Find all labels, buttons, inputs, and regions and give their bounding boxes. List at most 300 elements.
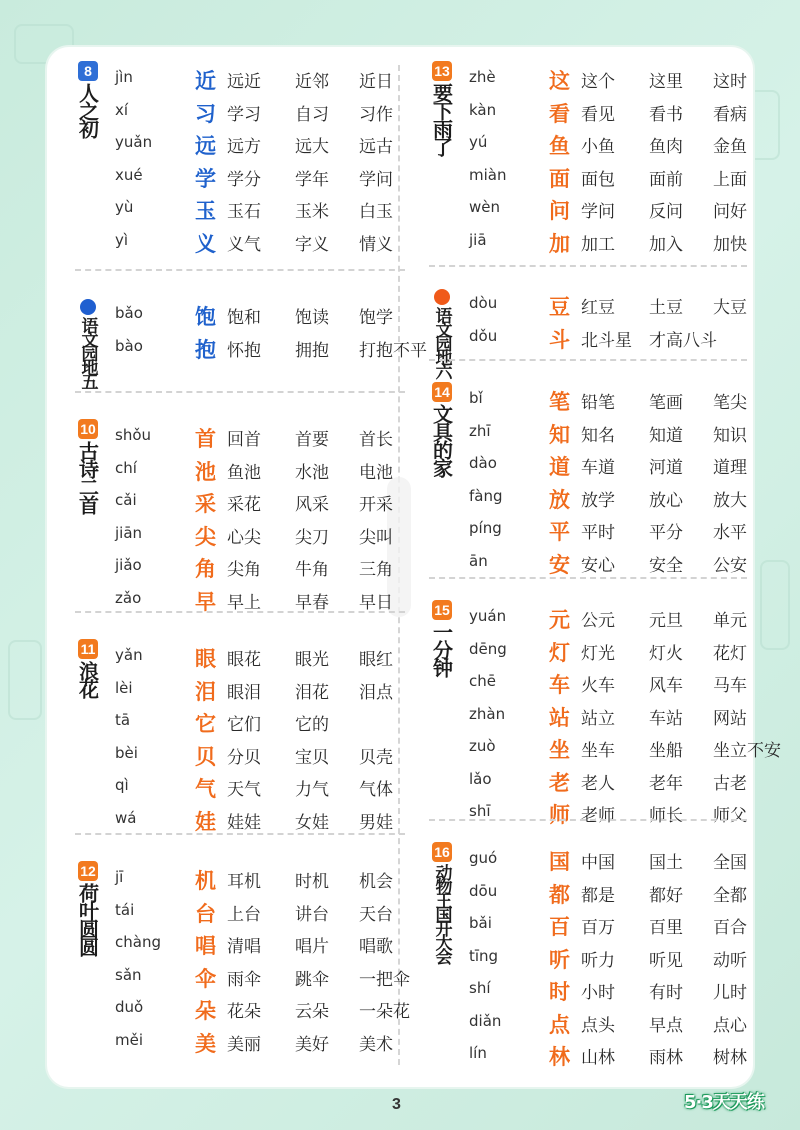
pinyin: fàng	[469, 486, 503, 505]
word: 早春	[295, 592, 329, 613]
pinyin: lín	[469, 1044, 487, 1062]
lesson-number: 16	[432, 842, 452, 862]
character: 首	[195, 427, 216, 451]
character: 泪	[195, 679, 216, 704]
character: 笔	[549, 390, 570, 414]
pinyin: tīng	[469, 946, 499, 965]
character: 习	[195, 101, 216, 126]
word: 都是	[581, 885, 615, 906]
word: 有时	[649, 983, 683, 1003]
lesson-block	[429, 382, 747, 577]
word: 老年	[649, 773, 683, 794]
word: 近日	[359, 72, 393, 92]
pinyin: zǎo	[115, 588, 142, 607]
word: 它们	[227, 715, 261, 735]
word: 打抱不平	[359, 340, 427, 361]
pinyin: diǎn	[469, 1011, 502, 1030]
word: 百里	[649, 918, 683, 938]
character: 听	[549, 947, 570, 972]
character: 贝	[195, 744, 216, 769]
pinyin: chàng	[115, 933, 161, 951]
lesson-block	[429, 600, 781, 828]
character: 眼	[195, 647, 216, 671]
section-divider	[75, 391, 405, 393]
lesson-number: 10	[78, 419, 98, 439]
lesson-header	[75, 861, 101, 955]
brand-logo: 5·3天天练	[684, 1092, 764, 1113]
character: 早	[195, 589, 216, 614]
word: 加快	[713, 234, 747, 255]
character: 伞	[195, 966, 216, 991]
section-divider	[75, 833, 405, 835]
word: 字义	[295, 234, 329, 255]
word: 眼泪	[227, 682, 261, 703]
lesson-header	[429, 842, 455, 962]
character: 平	[549, 520, 570, 544]
word: 红豆	[581, 298, 615, 318]
pinyin: chí	[115, 458, 137, 477]
word: 看病	[713, 104, 747, 125]
pinyin: měi	[115, 1030, 144, 1049]
word: 时机	[295, 872, 329, 892]
word: 雨伞	[227, 969, 261, 990]
pinyin: dào	[469, 454, 497, 472]
pinyin: jiǎo	[115, 556, 142, 574]
word: 泪花	[295, 682, 329, 703]
lesson-header	[75, 61, 101, 137]
word: 坐立不安	[713, 741, 781, 761]
word: 开采	[359, 495, 393, 515]
lesson-block	[429, 61, 747, 256]
word: 坐车	[581, 741, 615, 761]
word: 元旦	[649, 611, 683, 631]
word: 北斗星	[581, 330, 632, 351]
pinyin: yuǎn	[115, 133, 153, 151]
section-divider	[429, 265, 747, 267]
character: 角	[195, 557, 216, 581]
word: 娃娃	[227, 812, 261, 833]
word: 一朵花	[359, 1002, 410, 1022]
word: 泪点	[359, 682, 393, 703]
word: 古老	[713, 773, 747, 794]
word: 小鱼	[581, 137, 615, 157]
character: 看	[549, 101, 570, 126]
word: 风采	[295, 495, 329, 515]
word: 尖角	[227, 560, 261, 580]
character: 加	[549, 231, 570, 256]
character: 远	[195, 134, 216, 158]
pinyin: zhī	[469, 421, 491, 440]
pinyin: lǎo	[469, 769, 492, 788]
lesson-block	[75, 297, 427, 387]
pinyin: bào	[115, 336, 143, 355]
character: 灯	[549, 640, 570, 665]
word: 情义	[359, 234, 393, 255]
character: 问	[549, 199, 570, 223]
pinyin: wá	[115, 808, 137, 827]
word: 美丽	[227, 1034, 261, 1055]
word: 气体	[359, 780, 393, 800]
lesson-block	[75, 61, 405, 256]
pinyin: shí	[469, 979, 491, 997]
word: 花灯	[713, 643, 747, 664]
character: 百	[549, 915, 570, 939]
word: 早日	[359, 592, 393, 613]
word: 贝壳	[359, 747, 393, 768]
word: 首要	[295, 430, 329, 450]
character: 采	[195, 492, 216, 516]
word: 玉米	[295, 202, 329, 222]
pinyin: yù	[115, 198, 134, 216]
word: 鱼池	[227, 462, 261, 483]
lesson-number: 15	[432, 600, 452, 620]
word: 机会	[359, 872, 393, 892]
word: 上面	[713, 169, 747, 190]
character: 近	[195, 69, 216, 93]
lesson-header	[429, 382, 455, 476]
word: 这个	[581, 72, 615, 92]
word: 饱学	[359, 308, 393, 328]
pinyin: qì	[115, 776, 129, 794]
character: 学	[195, 166, 216, 191]
word: 灯火	[649, 643, 683, 664]
word: 这里	[649, 72, 683, 92]
word: 面包	[581, 169, 615, 190]
lesson-title: 文具的家	[429, 404, 454, 476]
character: 站	[549, 705, 570, 730]
character: 老	[549, 770, 570, 795]
character: 娃	[195, 809, 216, 834]
pinyin: bǎi	[469, 914, 492, 932]
word: 师长	[649, 806, 683, 826]
character: 玉	[195, 199, 216, 223]
pinyin: dǒu	[469, 326, 498, 345]
word: 美术	[359, 1034, 393, 1055]
pinyin: xué	[115, 165, 143, 184]
word: 牛角	[295, 560, 329, 580]
word: 美好	[295, 1034, 329, 1055]
word: 义气	[227, 234, 261, 255]
word: 单元	[713, 611, 747, 631]
word: 天台	[359, 904, 393, 925]
character: 知	[549, 422, 570, 447]
word: 知道	[649, 425, 683, 446]
character: 抱	[195, 337, 216, 362]
word: 讲台	[295, 904, 329, 925]
word: 都好	[649, 885, 683, 906]
background-doodle	[760, 560, 790, 650]
word: 眼花	[227, 650, 261, 670]
lesson-title: 动物王国开大会	[431, 864, 452, 962]
character: 林	[549, 1045, 570, 1069]
word: 树林	[713, 1048, 747, 1068]
word: 道理	[713, 458, 747, 478]
word: 看见	[581, 104, 615, 125]
character: 这	[549, 69, 570, 93]
character: 朵	[195, 999, 216, 1023]
section-divider	[429, 819, 747, 821]
lesson-title: 语文园地五	[77, 317, 98, 387]
pinyin: miàn	[469, 165, 507, 184]
word: 点头	[581, 1015, 615, 1036]
word: 动听	[713, 950, 747, 971]
character: 安	[549, 552, 570, 577]
word: 土豆	[649, 298, 683, 318]
character: 豆	[549, 295, 570, 319]
word: 早点	[649, 1015, 683, 1036]
lesson-number: 13	[432, 61, 452, 81]
word: 鱼肉	[649, 137, 683, 157]
character: 都	[549, 882, 570, 907]
word: 远方	[227, 137, 261, 157]
word: 河道	[649, 458, 683, 478]
word: 山林	[581, 1048, 615, 1068]
word: 车站	[649, 708, 683, 729]
word: 师父	[713, 806, 747, 826]
lesson-header	[75, 639, 101, 697]
word: 听力	[581, 950, 615, 971]
word: 公安	[713, 555, 747, 576]
word: 这时	[713, 72, 747, 92]
word: 分贝	[227, 747, 261, 768]
lesson-title: 古诗二首	[75, 441, 100, 513]
pinyin: bǎo	[115, 304, 143, 322]
character: 饱	[195, 305, 216, 329]
lesson-number: 12	[78, 861, 98, 881]
word: 它的	[295, 715, 329, 735]
word: 唱片	[295, 937, 329, 957]
word: 笔尖	[713, 393, 747, 413]
lesson-title: 浪花	[75, 661, 100, 697]
word: 学分	[227, 169, 261, 190]
word: 力气	[295, 780, 329, 800]
word: 云朵	[295, 1002, 329, 1022]
word: 安心	[581, 555, 615, 576]
pinyin: dòu	[469, 294, 498, 312]
word: 三角	[359, 560, 393, 580]
word: 加工	[581, 234, 615, 255]
pinyin: guó	[469, 849, 498, 867]
word: 火车	[581, 676, 615, 696]
word: 老人	[581, 773, 615, 794]
word: 笔画	[649, 393, 683, 413]
word: 水平	[713, 523, 747, 543]
word: 上台	[227, 904, 261, 925]
character: 美	[195, 1031, 216, 1056]
word: 跳伞	[295, 969, 329, 990]
word: 平时	[581, 523, 615, 543]
word: 怀抱	[227, 340, 261, 361]
pinyin: yì	[115, 230, 129, 249]
lesson-title: 一分钟	[429, 622, 454, 676]
lesson-title: 人之初	[75, 83, 100, 137]
word: 宝贝	[295, 747, 329, 768]
lesson-number: 14	[432, 382, 452, 402]
word: 远近	[227, 72, 261, 92]
word: 近邻	[295, 72, 329, 92]
pinyin: lèi	[115, 678, 133, 697]
lesson-block	[75, 419, 405, 614]
word: 学问	[581, 202, 615, 222]
character: 尖	[195, 524, 216, 549]
pinyin: jī	[115, 868, 124, 886]
word: 饱读	[295, 308, 329, 328]
character: 它	[195, 712, 216, 736]
pinyin: bǐ	[469, 389, 483, 407]
word: 白玉	[359, 202, 393, 222]
pinyin: tā	[115, 711, 131, 729]
pinyin: zhàn	[469, 704, 506, 723]
word: 水池	[295, 462, 329, 483]
word: 放大	[713, 490, 747, 511]
character: 点	[549, 1012, 570, 1037]
pinyin: sǎn	[115, 965, 142, 984]
lesson-block	[75, 861, 410, 1056]
word: 看书	[649, 104, 683, 125]
page-number: 3	[392, 1096, 401, 1113]
lesson-header	[75, 297, 101, 387]
pinyin: shī	[469, 802, 491, 820]
character: 气	[195, 777, 216, 801]
word: 耳机	[227, 872, 261, 892]
character: 放	[549, 487, 570, 512]
word: 回首	[227, 430, 261, 450]
lesson-number: 11	[78, 639, 98, 659]
pinyin: bèi	[115, 743, 138, 762]
pinyin: jiā	[469, 230, 487, 249]
word: 尖叫	[359, 527, 393, 548]
word: 放学	[581, 490, 615, 511]
lesson-block	[429, 287, 747, 377]
word: 唱歌	[359, 937, 393, 957]
section-divider	[429, 577, 747, 579]
word: 听见	[649, 950, 683, 971]
pinyin: zuò	[469, 737, 496, 755]
pinyin: yǎn	[115, 646, 143, 664]
lesson-header	[429, 287, 455, 377]
lesson-header	[429, 61, 455, 155]
pinyin: kàn	[469, 100, 497, 119]
word: 小时	[581, 983, 615, 1003]
word: 公元	[581, 611, 615, 631]
lesson-number: 8	[78, 61, 98, 81]
lesson-header	[429, 600, 455, 676]
lesson-title: 要下雨了	[429, 83, 454, 155]
character: 道	[549, 455, 570, 479]
character: 鱼	[549, 134, 570, 158]
word: 早上	[227, 592, 261, 613]
word: 灯光	[581, 643, 615, 664]
word: 一把伞	[359, 969, 410, 990]
pinyin: shǒu	[115, 426, 152, 444]
pinyin: píng	[469, 519, 502, 537]
dot-icon	[434, 289, 450, 305]
word: 女娃	[295, 812, 329, 833]
word: 清唱	[227, 937, 261, 957]
word: 站立	[581, 708, 615, 729]
word: 远大	[295, 137, 329, 157]
character: 唱	[195, 934, 216, 958]
word: 拥抱	[295, 340, 329, 361]
word: 儿时	[713, 983, 747, 1003]
word: 学问	[359, 169, 393, 190]
word: 习作	[359, 104, 393, 125]
character: 时	[549, 980, 570, 1004]
pinyin: zhè	[469, 68, 496, 86]
word: 反问	[649, 202, 683, 222]
word: 学年	[295, 169, 329, 190]
pinyin: dēng	[469, 639, 507, 658]
word: 雨林	[649, 1048, 683, 1068]
pinyin: chē	[469, 672, 496, 690]
word: 学习	[227, 104, 261, 125]
word: 知名	[581, 425, 615, 446]
section-divider	[75, 269, 405, 271]
word: 铅笔	[581, 393, 615, 413]
word: 眼光	[295, 650, 329, 670]
word: 面前	[649, 169, 683, 190]
word: 网站	[713, 708, 747, 729]
character: 台	[195, 901, 216, 926]
word: 眼红	[359, 650, 393, 670]
word: 玉石	[227, 202, 261, 222]
word: 花朵	[227, 1002, 261, 1022]
word: 尖刀	[295, 527, 329, 548]
word: 问好	[713, 202, 747, 222]
word: 平分	[649, 523, 683, 543]
section-divider	[429, 359, 747, 361]
character: 元	[549, 608, 570, 632]
word: 心尖	[227, 527, 261, 548]
word: 全国	[713, 853, 747, 873]
character: 机	[195, 869, 216, 893]
character: 坐	[549, 738, 570, 762]
pinyin: xí	[115, 100, 129, 119]
character: 池	[195, 459, 216, 484]
character: 义	[195, 231, 216, 256]
character: 国	[549, 850, 570, 874]
pinyin: duǒ	[115, 998, 144, 1016]
word: 采花	[227, 495, 261, 515]
dot-icon	[80, 299, 96, 315]
pinyin: jìn	[115, 68, 133, 86]
word: 老师	[581, 806, 615, 826]
lesson-block	[429, 842, 747, 1070]
lesson-title: 语文园地六	[431, 307, 452, 377]
word: 国土	[649, 853, 683, 873]
section-divider	[75, 611, 405, 613]
character: 车	[549, 673, 570, 697]
word: 才高八斗	[649, 330, 717, 351]
word: 加入	[649, 234, 683, 255]
pinyin: cǎi	[115, 491, 137, 509]
character: 斗	[549, 327, 570, 352]
word: 风车	[649, 676, 683, 696]
word: 放心	[649, 490, 683, 511]
pinyin: wèn	[469, 198, 501, 216]
word: 车道	[581, 458, 615, 478]
lesson-title: 荷叶圆圆	[75, 883, 100, 955]
word: 全都	[713, 885, 747, 906]
character: 师	[549, 803, 570, 827]
pinyin: jiān	[115, 523, 143, 542]
pinyin: dōu	[469, 881, 498, 900]
word: 坐船	[649, 741, 683, 761]
pinyin: tái	[115, 900, 135, 919]
word: 天气	[227, 780, 261, 800]
pinyin: ān	[469, 551, 488, 570]
character: 面	[549, 166, 570, 191]
